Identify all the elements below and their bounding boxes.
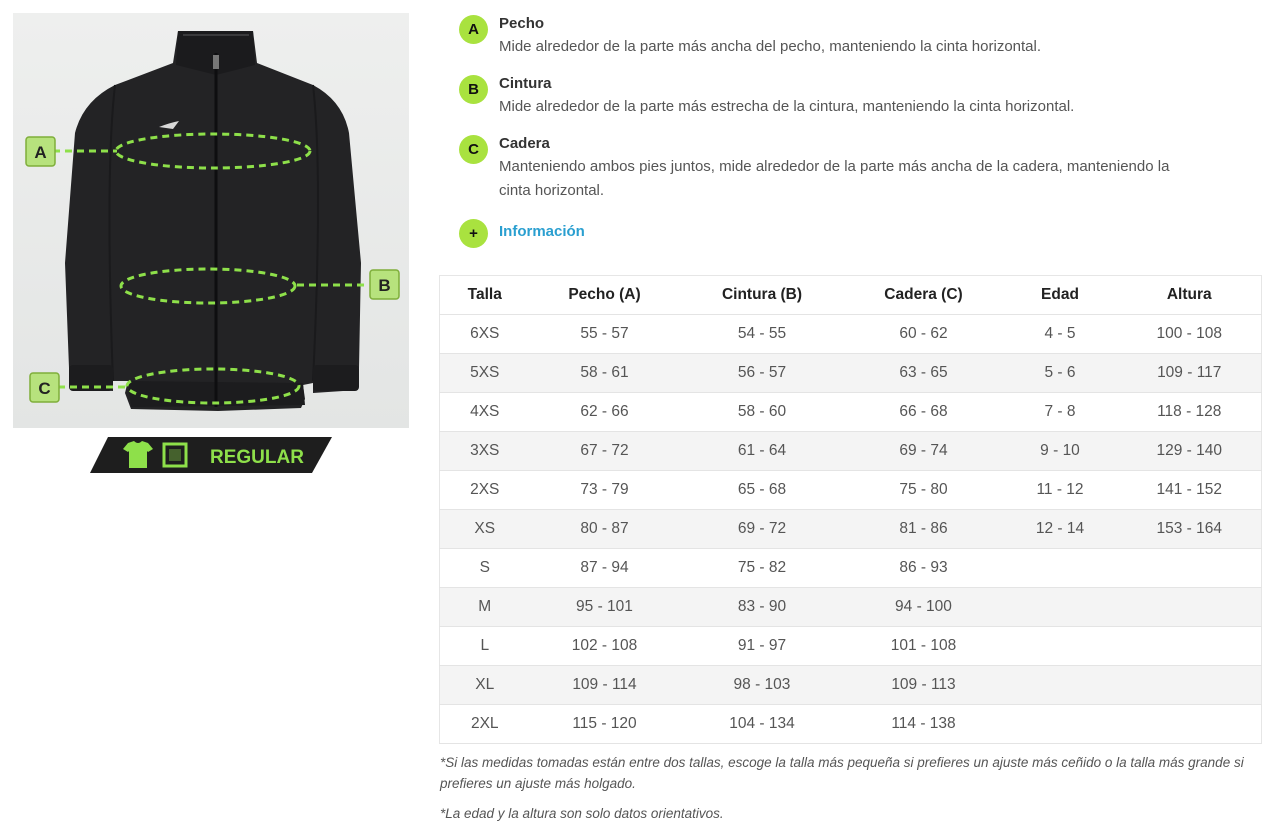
table-cell: 102 - 108 bbox=[530, 627, 680, 666]
table-cell: 141 - 152 bbox=[1118, 471, 1262, 510]
table-cell: 65 - 68 bbox=[680, 471, 845, 510]
info-link[interactable]: Información bbox=[499, 223, 585, 240]
table-cell: 66 - 68 bbox=[845, 393, 1003, 432]
measure-waist bbox=[459, 73, 1219, 119]
table-cell: 54 - 55 bbox=[680, 315, 845, 354]
info-toggle[interactable] bbox=[459, 217, 1219, 243]
measure-hip-desc: Manteniendo ambos pies juntos, mide alrededor de la parte más ancha de la cadera, manteniendo la cinta horizontal. bbox=[499, 158, 1170, 199]
label-a-tag bbox=[26, 137, 55, 166]
fit-label: REGULAR bbox=[210, 447, 304, 468]
table-cell bbox=[1118, 666, 1262, 705]
table-row bbox=[440, 471, 1262, 510]
table-cell: 63 - 65 bbox=[845, 354, 1003, 393]
measure-chest bbox=[459, 13, 1219, 59]
table-cell: 114 - 138 bbox=[845, 705, 1003, 744]
col-header-pecho: Pecho (A) bbox=[530, 276, 680, 315]
svg-text:C: C bbox=[38, 379, 51, 398]
table-cell: 2XS bbox=[440, 471, 530, 510]
table-cell: 101 - 108 bbox=[845, 627, 1003, 666]
col-header-edad: Edad bbox=[1003, 276, 1118, 315]
table-cell bbox=[1118, 549, 1262, 588]
table-row bbox=[440, 549, 1262, 588]
svg-text:A: A bbox=[34, 143, 47, 162]
measure-chest-title: Pecho bbox=[499, 15, 545, 32]
table-cell: XS bbox=[440, 510, 530, 549]
table-cell: 118 - 128 bbox=[1118, 393, 1262, 432]
table-cell: 69 - 74 bbox=[845, 432, 1003, 471]
table-cell: 91 - 97 bbox=[680, 627, 845, 666]
table-cell: 58 - 60 bbox=[680, 393, 845, 432]
measure-waist-title: Cintura bbox=[499, 75, 552, 92]
note-age-height: *La edad y la altura son solo datos orientativos. bbox=[440, 806, 724, 821]
table-cell: L bbox=[440, 627, 530, 666]
table-cell: 94 - 100 bbox=[845, 588, 1003, 627]
table-row bbox=[440, 666, 1262, 705]
measure-waist-desc: Mide alrededor de la parte más estrecha de la cintura, manteniendo la cinta horizontal. bbox=[499, 98, 1075, 115]
table-cell: 109 - 117 bbox=[1118, 354, 1262, 393]
table-cell: 83 - 90 bbox=[680, 588, 845, 627]
table-cell: S bbox=[440, 549, 530, 588]
fit-banner bbox=[90, 437, 332, 473]
table-cell bbox=[1003, 549, 1118, 588]
table-cell bbox=[1003, 588, 1118, 627]
measurement-list bbox=[459, 13, 1219, 257]
table-cell: 153 - 164 bbox=[1118, 510, 1262, 549]
table-cell: 60 - 62 bbox=[845, 315, 1003, 354]
table-cell: 95 - 101 bbox=[530, 588, 680, 627]
table-cell: 56 - 57 bbox=[680, 354, 845, 393]
measure-hip bbox=[459, 133, 1219, 203]
table-cell: 5XS bbox=[440, 354, 530, 393]
size-notes bbox=[440, 752, 1270, 833]
table-cell: 109 - 113 bbox=[845, 666, 1003, 705]
measure-hip-title: Cadera bbox=[499, 135, 550, 152]
table-cell: 69 - 72 bbox=[680, 510, 845, 549]
table-cell bbox=[1003, 705, 1118, 744]
measure-chest-desc: Mide alrededor de la parte más ancha del pecho, manteniendo la cinta horizontal. bbox=[499, 38, 1042, 55]
table-cell: 7 - 8 bbox=[1003, 393, 1118, 432]
table-cell: 87 - 94 bbox=[530, 549, 680, 588]
col-header-talla: Talla bbox=[440, 276, 530, 315]
table-cell: 75 - 80 bbox=[845, 471, 1003, 510]
table-cell: 104 - 134 bbox=[680, 705, 845, 744]
table-cell: 81 - 86 bbox=[845, 510, 1003, 549]
table-row bbox=[440, 354, 1262, 393]
table-cell bbox=[1118, 705, 1262, 744]
table-cell bbox=[1003, 627, 1118, 666]
table-cell: 86 - 93 bbox=[845, 549, 1003, 588]
table-cell: 62 - 66 bbox=[530, 393, 680, 432]
table-cell: 61 - 64 bbox=[680, 432, 845, 471]
note-fit-advice: *Si las medidas tomadas están entre dos tallas, escoge la talla más pequeña si prefieres un ajuste más ceñido o la talla más grande si prefieres un ajuste más holgado. bbox=[440, 755, 1244, 791]
label-b-tag bbox=[370, 270, 399, 299]
table-cell: 6XS bbox=[440, 315, 530, 354]
table-cell: 129 - 140 bbox=[1118, 432, 1262, 471]
table-cell: 9 - 10 bbox=[1003, 432, 1118, 471]
table-cell: 58 - 61 bbox=[530, 354, 680, 393]
measure-waist-badge: B bbox=[459, 75, 488, 104]
table-cell: 109 - 114 bbox=[530, 666, 680, 705]
table-cell: 115 - 120 bbox=[530, 705, 680, 744]
table-cell: 11 - 12 bbox=[1003, 471, 1118, 510]
table-cell bbox=[1003, 666, 1118, 705]
table-cell bbox=[1118, 588, 1262, 627]
table-cell: 4 - 5 bbox=[1003, 315, 1118, 354]
table-cell: 80 - 87 bbox=[530, 510, 680, 549]
col-header-altura: Altura bbox=[1118, 276, 1262, 315]
jacket-illustration bbox=[13, 13, 409, 428]
measure-hip-badge: C bbox=[459, 135, 488, 164]
table-cell: 3XS bbox=[440, 432, 530, 471]
svg-text:B: B bbox=[378, 276, 391, 295]
table-row bbox=[440, 393, 1262, 432]
table-cell bbox=[1118, 627, 1262, 666]
table-cell: XL bbox=[440, 666, 530, 705]
col-header-cintura: Cintura (B) bbox=[680, 276, 845, 315]
size-table bbox=[439, 275, 1262, 744]
table-cell: M bbox=[440, 588, 530, 627]
table-cell: 5 - 6 bbox=[1003, 354, 1118, 393]
table-cell: 100 - 108 bbox=[1118, 315, 1262, 354]
table-cell: 75 - 82 bbox=[680, 549, 845, 588]
table-row bbox=[440, 705, 1262, 744]
product-image bbox=[13, 13, 409, 428]
col-header-cadera: Cadera (C) bbox=[845, 276, 1003, 315]
table-cell: 2XL bbox=[440, 705, 530, 744]
table-cell: 55 - 57 bbox=[530, 315, 680, 354]
label-c-tag bbox=[30, 373, 59, 402]
table-row bbox=[440, 432, 1262, 471]
table-cell: 67 - 72 bbox=[530, 432, 680, 471]
table-cell: 73 - 79 bbox=[530, 471, 680, 510]
measure-chest-badge: A bbox=[459, 15, 488, 44]
table-cell: 98 - 103 bbox=[680, 666, 845, 705]
table-cell: 4XS bbox=[440, 393, 530, 432]
table-cell: 12 - 14 bbox=[1003, 510, 1118, 549]
plus-icon[interactable]: + bbox=[459, 219, 488, 248]
table-row bbox=[440, 315, 1262, 354]
table-row bbox=[440, 627, 1262, 666]
table-row bbox=[440, 588, 1262, 627]
table-header-row bbox=[440, 276, 1262, 315]
table-row bbox=[440, 510, 1262, 549]
